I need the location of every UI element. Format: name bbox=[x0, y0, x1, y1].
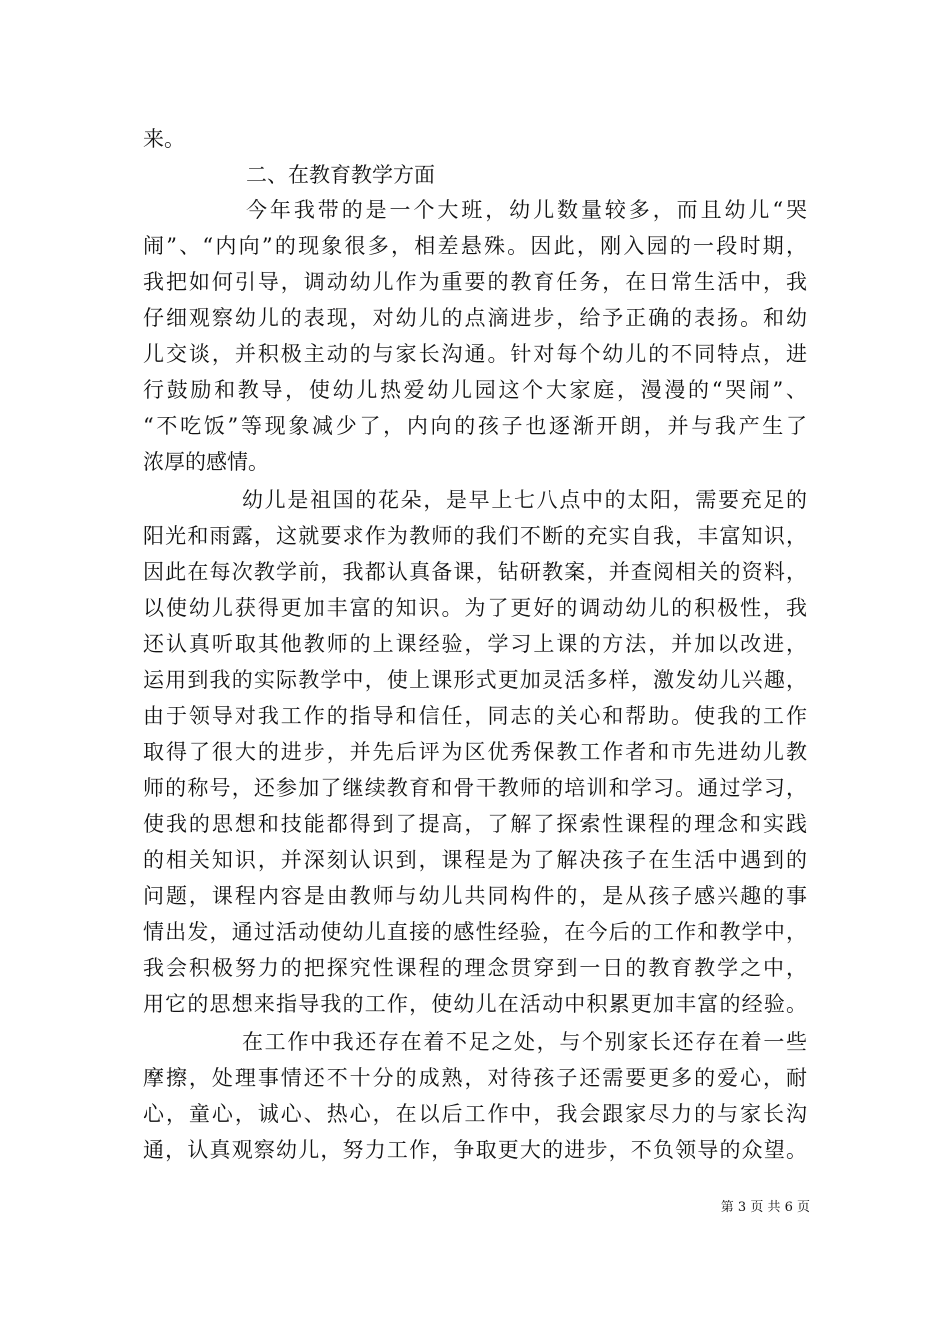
paragraph-line: 由于领导对我工作的指导和信任，同志的关心和帮助。使我的工作 bbox=[143, 704, 807, 728]
paragraph-line: 使我的思想和技能都得到了提高，了解了探索性课程的理念和实践 bbox=[143, 812, 807, 836]
page-number-footer: 第 3 页 共 6 页 bbox=[720, 1200, 810, 1215]
paragraph-line: 摩擦，处理事情还不十分的成熟，对待孩子还需要更多的爱心，耐 bbox=[143, 1066, 807, 1090]
paragraph-line: 还认真听取其他教师的上课经验，学习上课的方法，并加以改进， bbox=[143, 632, 807, 656]
paragraph-line: 闹”、“内向”的现象很多，相差悬殊。因此，刚入园的一段时期， bbox=[143, 234, 807, 258]
paragraph-line: 我把如何引导，调动幼儿作为重要的教育任务，在日常生活中，我 bbox=[143, 270, 807, 294]
paragraph-line: 的相关知识，并深刻认识到，课程是为了解决孩子在生活中遇到的 bbox=[143, 848, 807, 872]
paragraph-line: 阳光和雨露，这就要求作为教师的我们不断的充实自我，丰富知识， bbox=[143, 524, 807, 548]
paragraph-line: 行鼓励和教导，使幼儿热爱幼儿园这个大家庭，漫漫的“哭闹”、 bbox=[143, 378, 807, 402]
paragraph-end-line: 来。 bbox=[143, 127, 185, 151]
paragraph-line: 因此在每次教学前，我都认真备课，钻研教案，并查阅相关的资料， bbox=[143, 560, 807, 584]
paragraph-line: 通，认真观察幼儿，努力工作，争取更大的进步，不负领导的众望。 bbox=[143, 1138, 807, 1162]
paragraph-line: 情出发，通过活动使幼儿直接的感性经验，在今后的工作和教学中， bbox=[143, 920, 807, 944]
paragraph-line: 师的称号，还参加了继续教育和骨干教师的培训和学习。通过学习， bbox=[143, 776, 807, 800]
paragraph-line: “不吃饭”等现象减少了，内向的孩子也逐渐开朗，并与我产生了 bbox=[143, 414, 807, 438]
paragraph-line: 取得了很大的进步，并先后评为区优秀保教工作者和市先进幼儿教 bbox=[143, 740, 807, 764]
paragraph-line: 运用到我的实际教学中，使上课形式更加灵活多样，激发幼儿兴趣， bbox=[143, 668, 807, 692]
paragraph-line: 今年我带的是一个大班，幼儿数量较多，而且幼儿“哭 bbox=[246, 198, 807, 222]
paragraph-line: 以使幼儿获得更加丰富的知识。为了更好的调动幼儿的积极性，我 bbox=[143, 596, 807, 620]
paragraph-line: 仔细观察幼儿的表现，对幼儿的点滴进步，给予正确的表扬。和幼 bbox=[143, 306, 807, 330]
paragraph-line: 我会积极努力的把探究性课程的理念贯穿到一日的教育教学之中， bbox=[143, 956, 807, 980]
paragraph-line: 在工作中我还存在着不足之处，与个别家长还存在着一些 bbox=[242, 1030, 807, 1054]
paragraph-line: 儿交谈，并积极主动的与家长沟通。针对每个幼儿的不同特点，进 bbox=[143, 342, 807, 366]
paragraph-line: 用它的思想来指导我的工作，使幼儿在活动中积累更加丰富的经验。 bbox=[143, 992, 807, 1016]
paragraph-line: 问题，课程内容是由教师与幼儿共同构件的，是从孩子感兴趣的事 bbox=[143, 884, 807, 908]
paragraph-line: 幼儿是祖国的花朵，是早上七八点中的太阳，需要充足的 bbox=[242, 488, 807, 512]
section-heading: 二、在教育教学方面 bbox=[246, 163, 435, 187]
paragraph-line: 心，童心，诚心、热心，在以后工作中，我会跟家尽力的与家长沟 bbox=[143, 1102, 807, 1126]
paragraph-line: 浓厚的感情。 bbox=[143, 450, 269, 474]
